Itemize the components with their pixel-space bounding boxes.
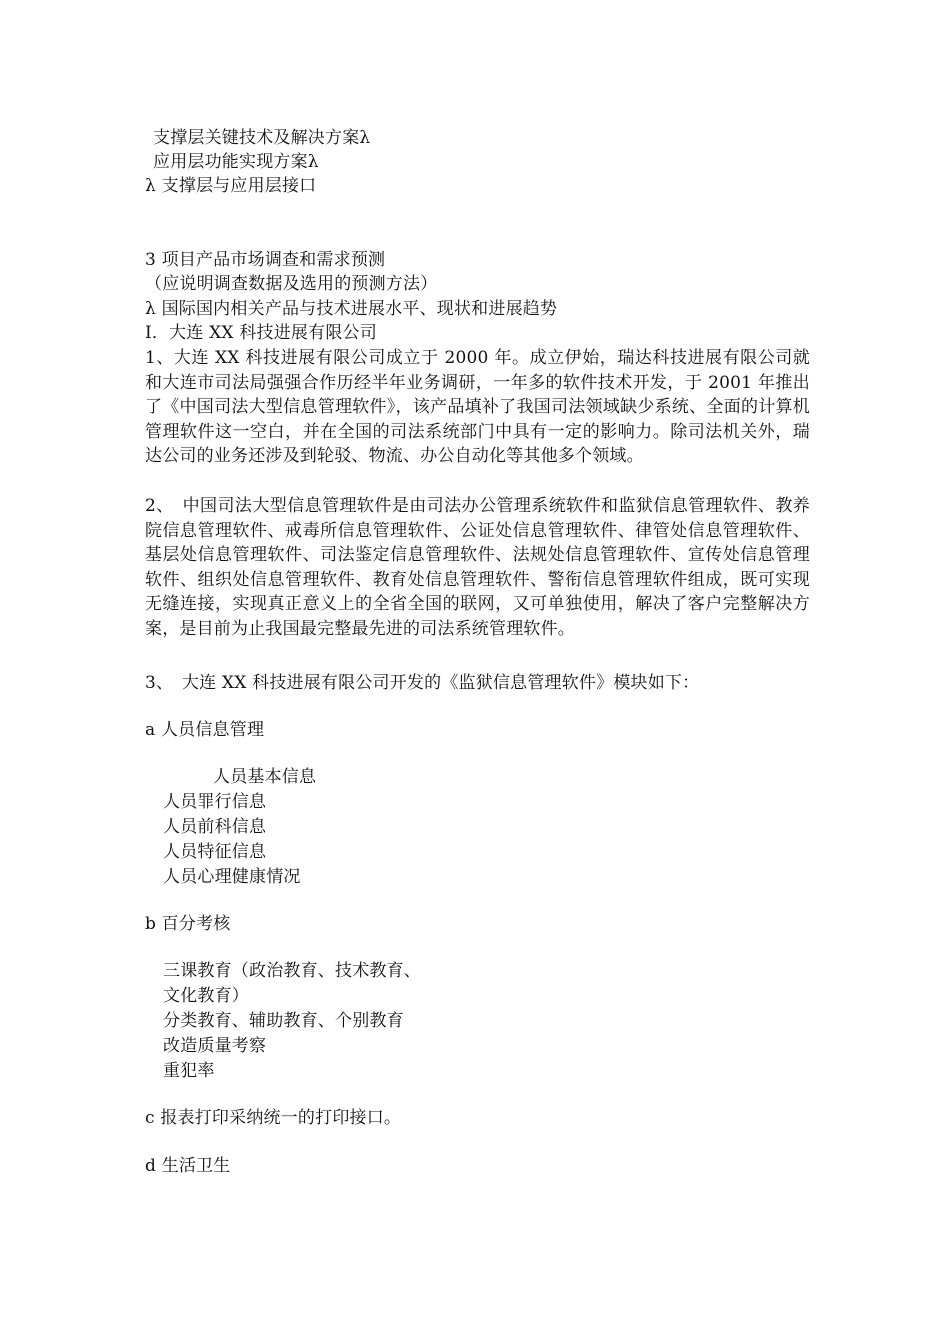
paragraph-3: 3、 大连 XX 科技进展有限公司开发的《监狱信息管理软件》模块如下： [145, 673, 700, 693]
module-a-item: 人员基本信息 [213, 767, 317, 787]
module-a-item: 人员特征信息 [163, 842, 267, 862]
list-item-support-layer: 支撑层关键技术及解决方案λ [153, 128, 371, 148]
company-heading: I．大连 XX 科技进展有限公司 [145, 323, 377, 343]
bullet-trend: λ 国际国内相关产品与技术进展水平、现状和进展趋势 [145, 299, 558, 319]
module-b-item: 改造质量考察 [163, 1036, 267, 1056]
section-note: （应说明调查数据及选用的预测方法） [145, 274, 438, 294]
module-b-item: 三课教育（政治教育、技术教育、 [163, 961, 421, 981]
module-a-item: 人员罪行信息 [163, 792, 267, 812]
list-item-app-layer: 应用层功能实现方案λ [153, 152, 319, 172]
module-a-item: 人员前科信息 [163, 817, 267, 837]
section-title: 3 项目产品市场调查和需求预测 [145, 250, 386, 270]
paragraph-1: 1、大连 XX 科技进展有限公司成立于 2000 年。成立伊始，瑞达科技进展有限公司就和大连市司法局强强合作历经半年业务调研，一年多的软件技术开发，于 2001 年推出了《中国司法大型信息管理软件》，该产品填补了我国司法领域缺少系统、全面的计算机管理软件这一空白，并在全国的司法系统部门中具有一定的影响力。除司法机关外，瑞达公司的业务还涉及到轮驳、物流、办公自动化等其他多个领域。 [145, 348, 810, 466]
module-b-title: b 百分考核 [145, 914, 231, 934]
list-item-interface: λ 支撑层与应用层接口 [145, 176, 317, 196]
module-b-item: 分类教育、辅助教育、个别教育 [163, 1011, 404, 1031]
module-b-item: 文化教育） [163, 986, 249, 1006]
module-a-title: a 人员信息管理 [145, 720, 265, 740]
module-b-item: 重犯率 [163, 1061, 215, 1081]
paragraph-2: 2、 中国司法大型信息管理软件是由司法办公管理系统软件和监狱信息管理软件、教养院信息管理软件、戒毒所信息管理软件、公证处信息管理软件、律管处信息管理软件、基层处信息管理软件、司法鉴定信息管理软件、法规处信息管理软件、宣传处信息管理软件、组织处信息管理软件、教育处信息管理软件、警衔信息管理软件组成，既可实现无缝连接，实现真正意义上的全省全国的联网，又可单独使用，解决了客户完整解决方案，是目前为止我国最完整最先进的司法系统管理软件。 [145, 496, 810, 639]
module-d-title: d 生活卫生 [145, 1156, 231, 1176]
module-c-title: c 报表打印采纳统一的打印接口。 [145, 1108, 402, 1128]
module-a-item: 人员心理健康情况 [163, 867, 301, 887]
